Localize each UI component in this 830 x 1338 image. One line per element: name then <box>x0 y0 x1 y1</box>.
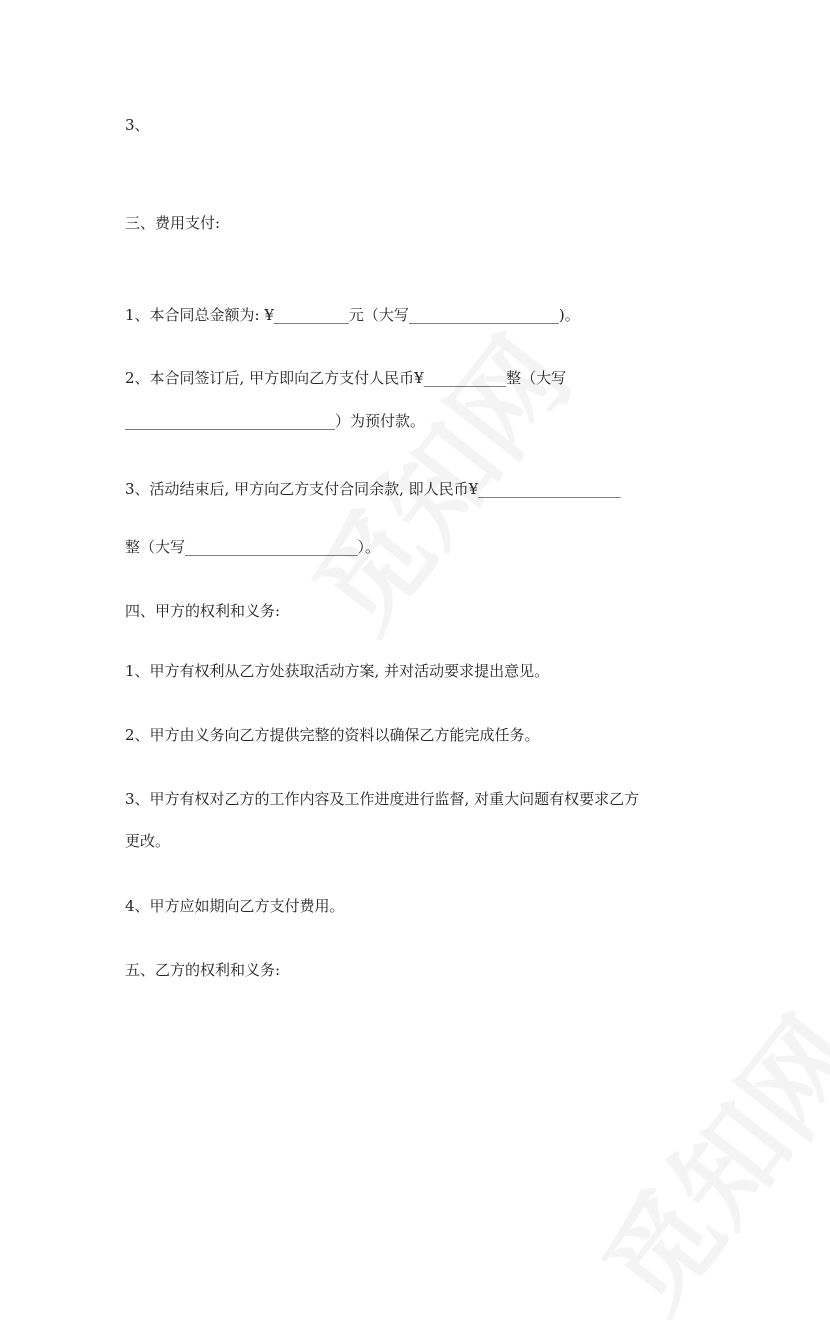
list-item: 3、 <box>125 116 150 134</box>
section-heading: 五、乙方的权利和义务: <box>125 961 281 979</box>
section-heading: 三、费用支付: <box>125 214 221 232</box>
list-item-continuation: 更改。 <box>125 832 171 850</box>
section-heading: 四、甲方的权利和义务: <box>125 602 281 620</box>
list-item: 3、甲方有权对乙方的工作内容及工作进度进行监督, 对重大问题有权要求乙方 <box>125 790 640 808</box>
list-item-continuation: ____________________________）为预付款。 <box>125 412 426 430</box>
list-item-continuation: 整（大写_______________________）。 <box>125 538 381 556</box>
watermark <box>561 980 830 1337</box>
list-item: 1、本合同总金额为: ¥__________元（大写____________________)。 <box>125 306 580 324</box>
list-item: 2、本合同签订后, 甲方即向乙方支付人民币¥___________整（大写 <box>125 369 567 387</box>
list-item: 3、活动结束后, 甲方向乙方支付合同余款, 即人民币¥___________________ <box>125 480 621 498</box>
list-item: 1、甲方有权利从乙方处获取活动方案, 并对活动要求提出意见。 <box>125 662 550 680</box>
list-item: 4、甲方应如期向乙方支付费用。 <box>125 897 345 915</box>
list-item: 2、甲方由义务向乙方提供完整的资料以确保乙方能完成任务。 <box>125 726 540 744</box>
